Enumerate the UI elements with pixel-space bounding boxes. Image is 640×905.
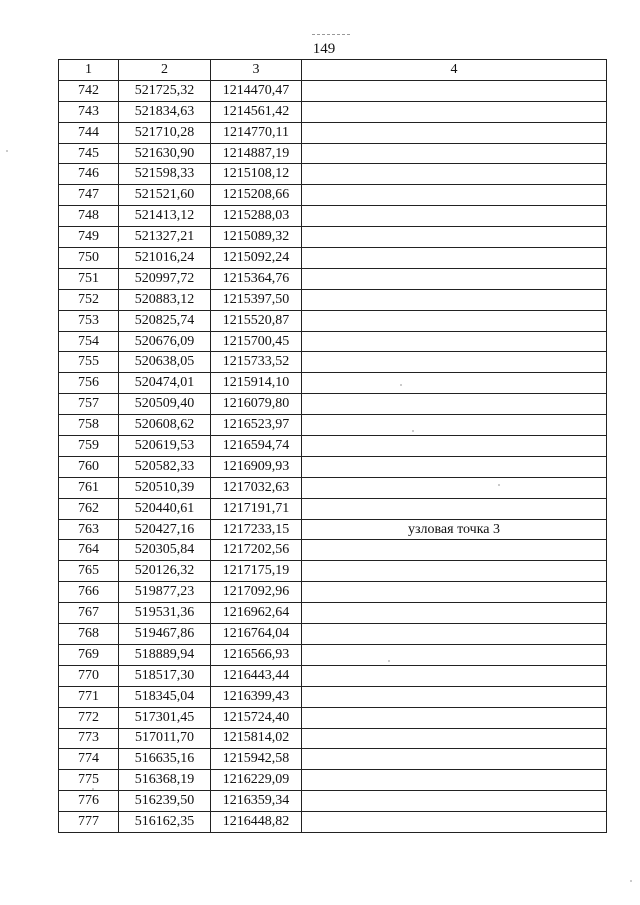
point-number-cell: 744 [59,122,119,143]
point-number-cell: 746 [59,164,119,185]
point-number-cell: 767 [59,603,119,624]
x-coordinate-cell: 519531,36 [119,603,211,624]
table-row [59,206,607,227]
y-coordinate-cell: 1216909,93 [211,456,302,477]
x-coordinate-cell: 521521,60 [119,185,211,206]
note-cell [302,540,607,561]
note-cell [302,80,607,101]
point-number-cell: 768 [59,624,119,645]
point-number-cell: 748 [59,206,119,227]
table-row [59,415,607,436]
table-row [59,185,607,206]
note-cell [302,248,607,269]
column-header-note: 4 [302,60,607,81]
table-row [59,644,607,665]
point-number-cell: 775 [59,770,119,791]
table-row [59,519,607,540]
y-coordinate-cell: 1217092,96 [211,582,302,603]
x-coordinate-cell: 521016,24 [119,248,211,269]
note-cell [302,665,607,686]
note-cell [302,268,607,289]
y-coordinate-cell: 1217191,71 [211,498,302,519]
y-coordinate-cell: 1215814,02 [211,728,302,749]
y-coordinate-cell: 1215208,66 [211,185,302,206]
y-coordinate-cell: 1216443,44 [211,665,302,686]
y-coordinate-cell: 1214470,47 [211,80,302,101]
x-coordinate-cell: 520608,62 [119,415,211,436]
note-cell [302,185,607,206]
table-row [59,436,607,457]
note-cell [302,331,607,352]
table-row [59,456,607,477]
point-number-cell: 758 [59,415,119,436]
point-number-cell: 773 [59,728,119,749]
x-coordinate-cell: 519467,86 [119,624,211,645]
table-row [59,540,607,561]
point-number-cell: 761 [59,477,119,498]
point-number-cell: 772 [59,707,119,728]
scan-speck [630,880,632,882]
x-coordinate-cell: 520305,84 [119,540,211,561]
table-row [59,728,607,749]
y-coordinate-cell: 1215724,40 [211,707,302,728]
note-cell [302,394,607,415]
point-number-cell: 774 [59,749,119,770]
note-cell [302,624,607,645]
note-cell [302,686,607,707]
x-coordinate-cell: 520510,39 [119,477,211,498]
y-coordinate-cell: 1217032,63 [211,477,302,498]
table-row [59,289,607,310]
x-coordinate-cell: 520509,40 [119,394,211,415]
table-row [59,770,607,791]
x-coordinate-cell: 517011,70 [119,728,211,749]
table-row [59,812,607,833]
table-row [59,477,607,498]
table-row [59,331,607,352]
x-coordinate-cell: 520638,05 [119,352,211,373]
point-number-cell: 743 [59,101,119,122]
note-cell [302,101,607,122]
x-coordinate-cell: 519877,23 [119,582,211,603]
note-cell [302,352,607,373]
note-cell [302,289,607,310]
table-row [59,143,607,164]
y-coordinate-cell: 1215397,50 [211,289,302,310]
note-cell [302,603,607,624]
note-cell [302,812,607,833]
point-number-cell: 747 [59,185,119,206]
y-coordinate-cell: 1216359,34 [211,791,302,812]
point-number-cell: 750 [59,248,119,269]
point-number-cell: 765 [59,561,119,582]
table-row [59,686,607,707]
x-coordinate-cell: 518345,04 [119,686,211,707]
table-row [59,268,607,289]
note-cell [302,791,607,812]
x-coordinate-cell: 520825,74 [119,310,211,331]
note-cell [302,582,607,603]
note-cell [302,164,607,185]
note-cell: узловая точка 3 [302,519,607,540]
scan-speck [388,660,390,662]
table-row [59,310,607,331]
note-cell [302,728,607,749]
point-number-cell: 749 [59,227,119,248]
x-coordinate-cell: 518517,30 [119,665,211,686]
x-coordinate-cell: 516239,50 [119,791,211,812]
point-number-cell: 745 [59,143,119,164]
table-row [59,394,607,415]
note-cell [302,310,607,331]
note-cell [302,206,607,227]
y-coordinate-cell: 1214770,11 [211,122,302,143]
note-cell [302,143,607,164]
y-coordinate-cell: 1216594,74 [211,436,302,457]
scan-speck [92,788,94,790]
table-row [59,791,607,812]
y-coordinate-cell: 1216079,80 [211,394,302,415]
note-cell [302,227,607,248]
table-row [59,248,607,269]
x-coordinate-cell: 520440,61 [119,498,211,519]
x-coordinate-cell: 520474,01 [119,373,211,394]
y-coordinate-cell: 1214561,42 [211,101,302,122]
y-coordinate-cell: 1215914,10 [211,373,302,394]
note-cell [302,749,607,770]
y-coordinate-cell: 1215700,45 [211,331,302,352]
table-row [59,498,607,519]
x-coordinate-cell: 521630,90 [119,143,211,164]
table-row [59,373,607,394]
x-coordinate-cell: 521725,32 [119,80,211,101]
point-number-cell: 757 [59,394,119,415]
x-coordinate-cell: 520997,72 [119,268,211,289]
point-number-cell: 763 [59,519,119,540]
table-row [59,561,607,582]
note-cell [302,415,607,436]
table-row [59,80,607,101]
point-number-cell: 770 [59,665,119,686]
point-number-cell: 759 [59,436,119,457]
column-header-point-number: 1 [59,60,119,81]
y-coordinate-cell: 1215089,32 [211,227,302,248]
y-coordinate-cell: 1216523,97 [211,415,302,436]
note-cell [302,561,607,582]
y-coordinate-cell: 1216566,93 [211,644,302,665]
table-row [59,624,607,645]
table-row [59,122,607,143]
table-row [59,227,607,248]
note-cell [302,436,607,457]
note-cell [302,373,607,394]
point-number-cell: 776 [59,791,119,812]
x-coordinate-cell: 520619,53 [119,436,211,457]
note-cell [302,477,607,498]
point-number-cell: 755 [59,352,119,373]
y-coordinate-cell: 1215288,03 [211,206,302,227]
note-cell [302,456,607,477]
note-cell [302,122,607,143]
y-coordinate-cell: 1215520,87 [211,310,302,331]
table-header-row [59,60,607,81]
point-number-cell: 756 [59,373,119,394]
point-number-cell: 754 [59,331,119,352]
y-coordinate-cell: 1215364,76 [211,268,302,289]
point-number-cell: 752 [59,289,119,310]
scan-mark [312,34,350,35]
table-row [59,582,607,603]
scan-speck [412,430,414,432]
x-coordinate-cell: 521327,21 [119,227,211,248]
point-number-cell: 753 [59,310,119,331]
column-header-y: 3 [211,60,302,81]
y-coordinate-cell: 1217175,19 [211,561,302,582]
y-coordinate-cell: 1217202,56 [211,540,302,561]
note-cell [302,707,607,728]
column-header-x: 2 [119,60,211,81]
scan-speck [400,384,402,386]
table-row [59,749,607,770]
table-row [59,707,607,728]
y-coordinate-cell: 1216962,64 [211,603,302,624]
x-coordinate-cell: 520883,12 [119,289,211,310]
scan-speck [6,150,8,152]
y-coordinate-cell: 1216399,43 [211,686,302,707]
point-number-cell: 764 [59,540,119,561]
page-number: 149 [312,41,336,57]
y-coordinate-cell: 1216448,82 [211,812,302,833]
table-row [59,665,607,686]
x-coordinate-cell: 518889,94 [119,644,211,665]
table-body [59,80,607,832]
x-coordinate-cell: 516635,16 [119,749,211,770]
x-coordinate-cell: 520582,33 [119,456,211,477]
x-coordinate-cell: 520126,32 [119,561,211,582]
y-coordinate-cell: 1215733,52 [211,352,302,373]
table-row [59,603,607,624]
x-coordinate-cell: 521413,12 [119,206,211,227]
y-coordinate-cell: 1216229,09 [211,770,302,791]
x-coordinate-cell: 521710,28 [119,122,211,143]
x-coordinate-cell: 521834,63 [119,101,211,122]
coordinates-table [58,59,607,833]
y-coordinate-cell: 1217233,15 [211,519,302,540]
point-number-cell: 771 [59,686,119,707]
point-number-cell: 777 [59,812,119,833]
y-coordinate-cell: 1214887,19 [211,143,302,164]
note-cell [302,770,607,791]
y-coordinate-cell: 1216764,04 [211,624,302,645]
y-coordinate-cell: 1215108,12 [211,164,302,185]
x-coordinate-cell: 517301,45 [119,707,211,728]
table-row [59,101,607,122]
note-cell [302,644,607,665]
point-number-cell: 742 [59,80,119,101]
point-number-cell: 769 [59,644,119,665]
table-row [59,352,607,373]
point-number-cell: 762 [59,498,119,519]
x-coordinate-cell: 521598,33 [119,164,211,185]
x-coordinate-cell: 520427,16 [119,519,211,540]
y-coordinate-cell: 1215092,24 [211,248,302,269]
point-number-cell: 766 [59,582,119,603]
y-coordinate-cell: 1215942,58 [211,749,302,770]
note-cell [302,498,607,519]
x-coordinate-cell: 520676,09 [119,331,211,352]
point-number-cell: 760 [59,456,119,477]
x-coordinate-cell: 516368,19 [119,770,211,791]
scan-speck [498,484,500,486]
x-coordinate-cell: 516162,35 [119,812,211,833]
point-number-cell: 751 [59,268,119,289]
table-row [59,164,607,185]
